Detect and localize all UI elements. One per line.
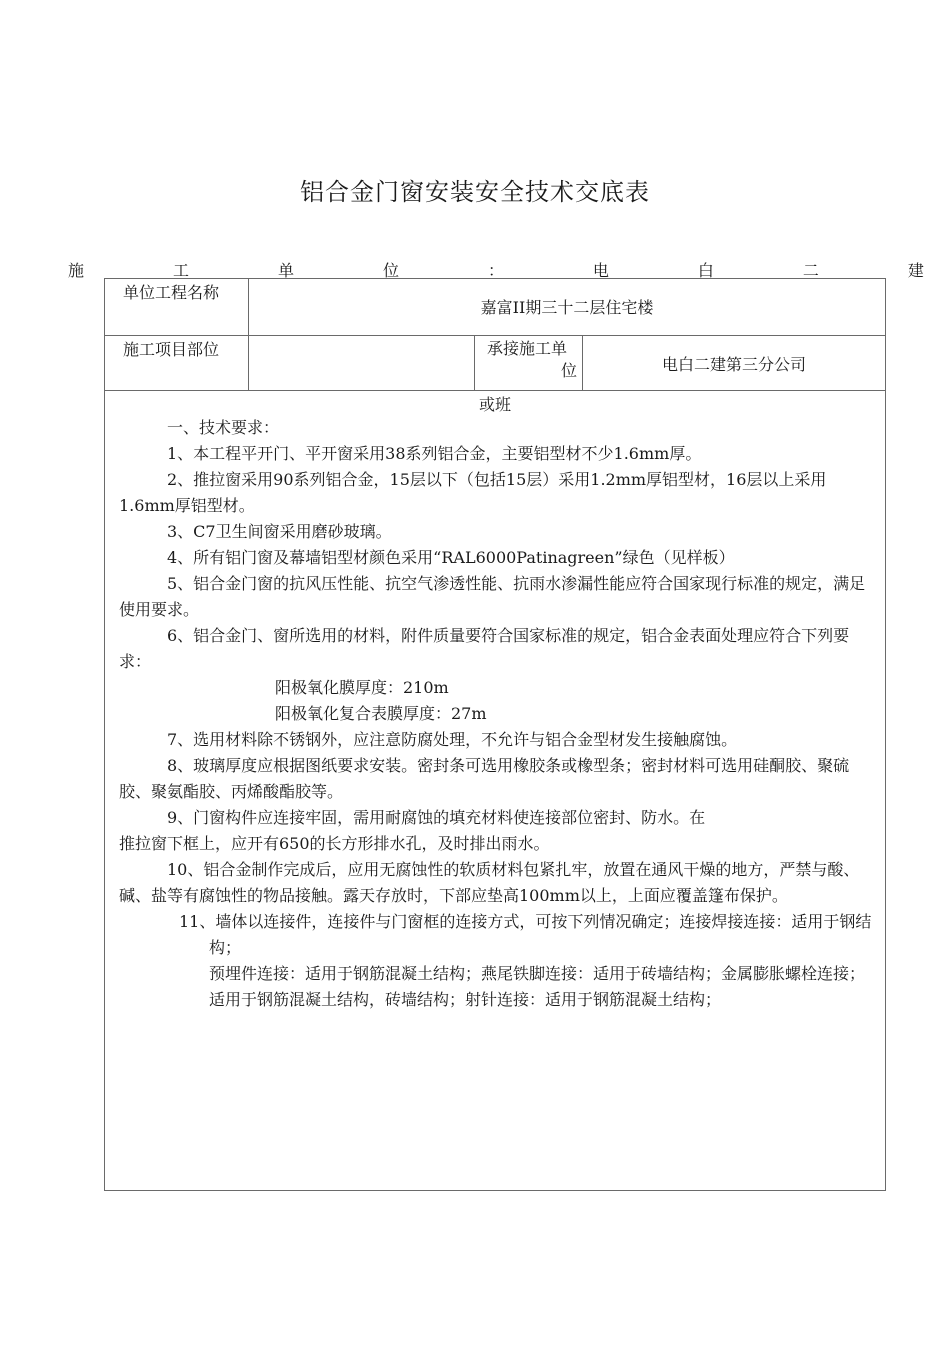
construction-unit-line	[68, 258, 924, 280]
requirement-item: 1、本工程平开门、平开窗采用38系列铝合金，主要铝型材不少1.6mm厚。	[167, 444, 702, 463]
unit-char: ：	[487, 261, 504, 280]
requirement-item: 8、玻璃厚度应根据图纸要求安装。密封条可选用橡胶条或橡型条；密封材料可选用硅酮胶、聚硫胶、聚氨酯胶、丙烯酸酯胶等。	[119, 756, 850, 801]
requirement-item: 6、铝合金门、窗所选用的材料，附件质量要符合国家标准的规定，铝合金表面处理应符合下列要求：	[119, 626, 850, 671]
requirement-item-continued: 预埋件连接：适用于钢筋混凝土结构；燕尾铁脚连接：适用于砖墙结构；金属膨胀螺栓连接；适用于钢筋混凝土结构，砖墙结构；射针连接：适用于钢筋混凝土结构；	[209, 964, 866, 1009]
section-heading: 一、技术要求：	[167, 418, 280, 437]
spec-line: 阳极氧化复合表膜厚度：27m	[275, 704, 487, 723]
requirement-item: 3、C7卫生间窗采用磨砂玻璃。	[167, 522, 392, 541]
unit-char: 建	[907, 261, 924, 280]
unit-char: 二	[802, 261, 819, 280]
spec-line: 阳极氧化膜厚度：210m	[275, 678, 449, 697]
project-name-label: 单位工程名称	[123, 283, 220, 302]
unit-char: 位	[382, 261, 399, 280]
unit-char: 工	[172, 261, 189, 280]
requirement-item: 5、铝合金门窗的抗风压性能、抗空气渗透性能、抗雨水渗漏性能应符合国家现行标准的规定，满足使用要求。	[119, 574, 866, 619]
contractor-label-line1: 承接施工单	[487, 339, 568, 358]
unit-char: 单	[277, 261, 294, 280]
unit-char: 白	[697, 261, 714, 280]
requirement-item: 7、选用材料除不锈钢外，应注意防腐处理，不允许与铝合金型材发生接触腐蚀。	[167, 730, 738, 749]
requirement-item-continued: 推拉窗下框上，应开有650的长方形排水孔，及时排出雨水。	[119, 834, 550, 853]
requirement-item: 2、推拉窗采用90系列铝合金，15层以下（包括15层）采用1.2mm厚铝型材，16层以上采用1.6mm厚铝型材。	[119, 470, 827, 515]
column-divider	[248, 279, 249, 390]
requirement-item: 11、墙体以连接件，连接件与门窗框的连接方式，可按下列情况确定；连接焊接连接：适用于钢结构；	[179, 912, 872, 957]
column-divider	[474, 335, 475, 390]
technical-requirements	[119, 415, 879, 1013]
unit-char: 电	[592, 261, 609, 280]
row-divider	[105, 390, 885, 391]
row-divider	[105, 335, 885, 336]
crew-label: 或班	[478, 395, 511, 414]
disclosure-table	[104, 278, 886, 1191]
unit-char: 施	[68, 261, 85, 280]
requirement-item: 9、门窗构件应连接牢固，需用耐腐蚀的填充材料使连接部位密封、防水。在	[167, 808, 706, 827]
contractor-label-line2: 位	[561, 361, 578, 380]
project-dept-label: 施工项目部位	[123, 340, 220, 359]
contractor-label	[487, 338, 577, 382]
contractor-value: 电白二建第三分公司	[661, 355, 806, 374]
requirement-item: 10、铝合金制作完成后，应用无腐蚀性的软质材料包紧扎牢，放置在通风干燥的地方，严禁与酸、碱、盐等有腐蚀性的物品接触。露天存放时，下部应垫高100mm以上，上面应覆盖篷布保护。	[119, 860, 860, 905]
requirement-item: 4、所有铝门窗及幕墙铝型材颜色采用“RAL6000Patinagreen”绿色（见样板）	[167, 548, 735, 567]
document-title: 铝合金门窗安装安全技术交底表	[300, 178, 650, 206]
project-name-value: 嘉富II期三十二层住宅楼	[480, 298, 654, 317]
